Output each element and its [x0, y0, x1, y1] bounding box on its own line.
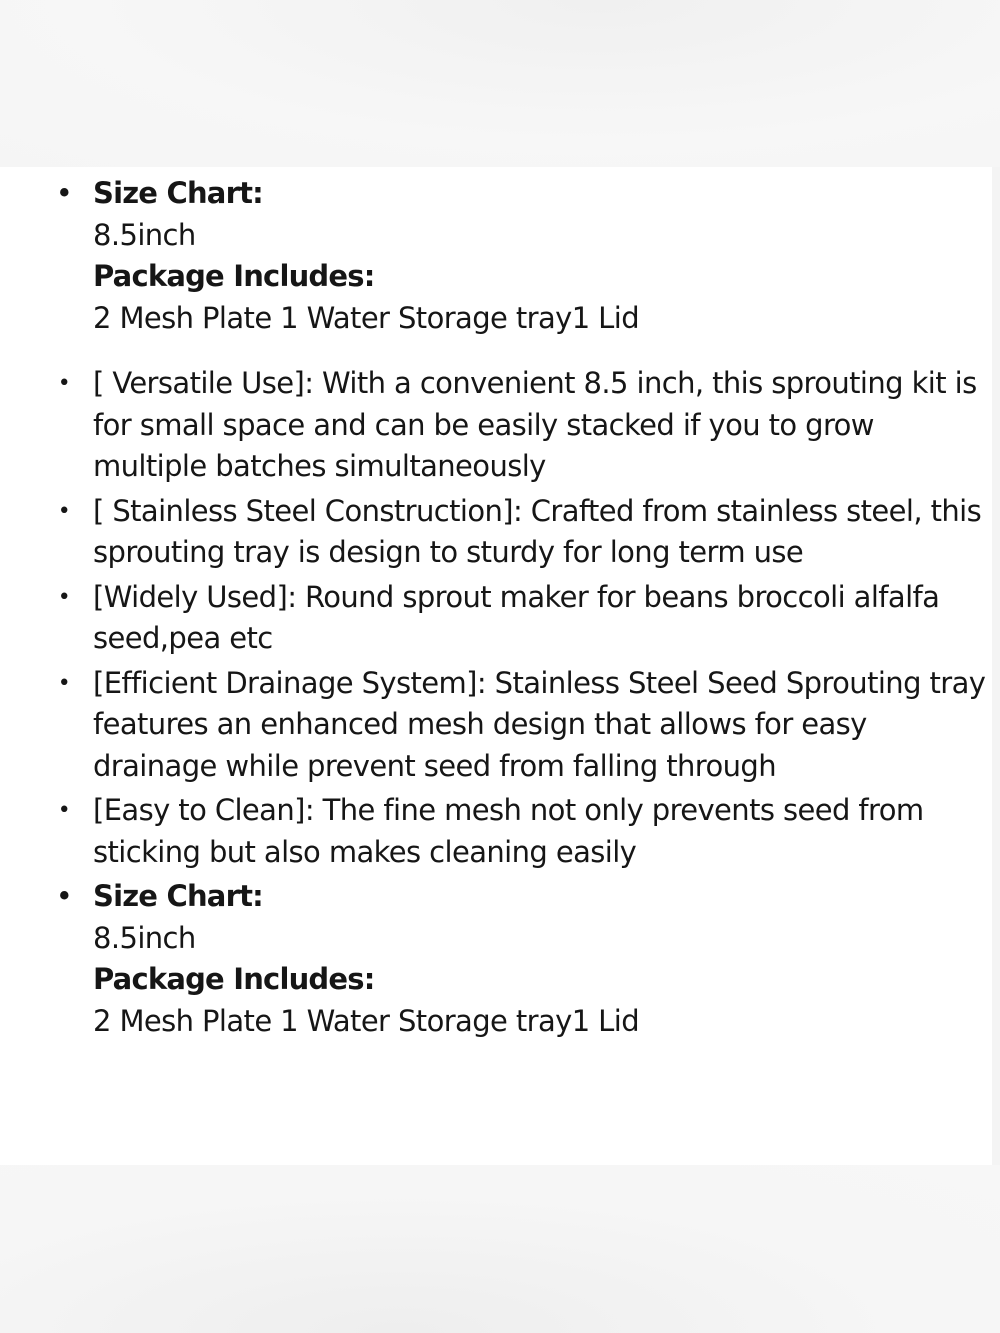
- bullet-icon: •: [57, 498, 71, 524]
- size-chart-heading: Size Chart:: [93, 879, 263, 913]
- bullet-icon: •: [55, 176, 73, 210]
- product-description: [0, 167, 992, 1165]
- feature-item-widely-used: [0, 577, 992, 660]
- feature-text: [ Versatile Use]: With a convenient 8.5 inch, this sprouting kit is for small space and can be easily stacked if you to grow multiple batches simultaneously: [93, 366, 977, 483]
- bullet-icon: •: [57, 584, 71, 610]
- feature-item-drainage: [0, 663, 992, 788]
- package-includes-heading: Package Includes:: [93, 962, 375, 996]
- package-value: 2 Mesh Plate 1 Water Storage tray1 Lid: [93, 300, 639, 335]
- intro-spec-item: [0, 173, 992, 339]
- package-includes-heading: Package Includes:: [93, 259, 375, 293]
- feature-text: [Efficient Drainage System]: Stainless Steel Seed Sprouting tray features an enhanced mesh design that allows for easy drainage while prevent seed from falling through: [93, 665, 986, 783]
- size-chart-heading: Size Chart:: [93, 176, 263, 210]
- feature-item-stainless-steel: [0, 491, 992, 574]
- bullet-icon: •: [57, 670, 71, 696]
- feature-item-versatile-use: [0, 363, 992, 488]
- package-value: 2 Mesh Plate 1 Water Storage tray1 Lid: [93, 1003, 639, 1038]
- size-value: 8.5inch: [93, 920, 196, 955]
- feature-item-easy-clean: [0, 790, 992, 873]
- feature-text: [ Stainless Steel Construction]: Crafted from stainless steel, this sprouting tray is design to sturdy for long term use: [93, 493, 982, 569]
- bullet-icon: •: [57, 798, 71, 823]
- bullet-icon: •: [57, 371, 71, 396]
- bullet-icon: •: [55, 879, 73, 913]
- size-value: 8.5inch: [93, 217, 196, 252]
- bottom-background-band: [0, 1165, 1000, 1333]
- feature-text: [Easy to Clean]: The fine mesh not only prevents seed from sticking but also makes cleaning easily: [93, 793, 924, 869]
- outro-spec-item: [0, 876, 992, 1042]
- top-background-band: [0, 0, 1000, 167]
- feature-text: [Widely Used]: Round sprout maker for beans broccoli alfalfa seed,pea etc: [93, 579, 940, 655]
